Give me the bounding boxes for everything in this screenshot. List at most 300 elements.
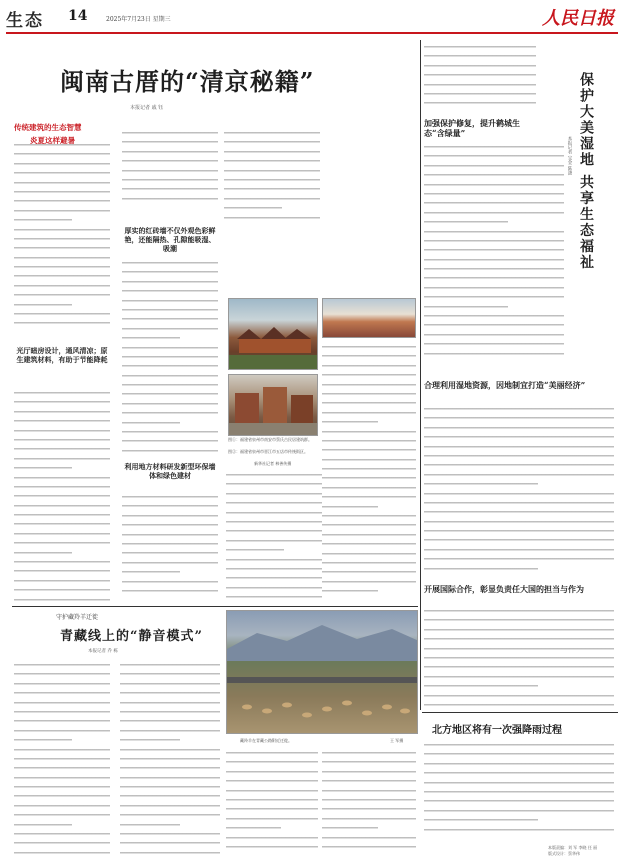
body-text-line [14,576,110,585]
bottom-column-3 [226,748,318,860]
body-text-line [424,161,564,170]
body-text-line [122,501,218,510]
body-text-line [122,586,218,595]
photo-illustration-2 [229,375,318,436]
body-text-line [322,520,416,529]
body-text-line [322,748,416,757]
body-text-line [424,806,614,815]
body-text-line [424,61,536,70]
body-text-line [122,296,218,305]
body-text-line [424,311,564,320]
body-text-line [14,791,110,800]
body-text-line [122,408,218,417]
body-text-line [424,545,614,554]
body-text-line [322,549,416,558]
body-text-line [14,318,110,327]
main-column-2c [122,492,218,600]
main-article-title: 闽南古厝的“清京秘籍” [60,67,315,96]
subhead-3: 利用地方材料研发新型环保墙体和绿色建材 [124,462,216,480]
body-text-line [322,823,378,832]
body-text-line [424,151,564,160]
body-text-line [226,776,318,785]
body-text-line [424,170,564,179]
body-text-line [122,343,218,352]
body-text-line [122,380,218,389]
body-text-line [226,573,322,582]
body-text-line [322,445,416,454]
body-text-line [424,236,564,245]
body-text-line [14,196,110,205]
footer-editors-line: 本版责编：刘 军 李晓 任 丽 [548,845,598,850]
body-text-line [226,748,318,757]
body-text-line [424,330,564,339]
body-text-line [14,735,72,744]
body-text-line [424,283,564,292]
body-text-line [224,166,320,175]
body-text-line [322,567,416,576]
body-text-line [122,156,218,165]
body-text-line [224,213,320,222]
body-text-line [224,137,320,146]
right-section-heading-3: 开展国际合作，彰显负责任大国的担当与作为 [424,584,584,594]
right-column-3 [424,606,614,710]
body-text-line [14,178,110,187]
body-text-line [14,679,110,688]
bottom-article-byline: 本报记者 乔 栋 [88,649,118,654]
body-text-line [226,757,318,766]
body-text-line [14,688,110,697]
body-text-line [322,380,416,389]
body-text-line [424,526,614,535]
body-text-line [14,529,110,538]
main-column-1 [14,140,110,330]
body-text-line [14,225,110,234]
body-text-line [14,482,110,491]
body-text-line [322,483,416,492]
body-text-line [14,820,72,829]
body-text-line [120,848,220,857]
column-divider [420,40,421,710]
body-text-line [424,189,564,198]
body-text-line [122,530,218,539]
body-text-line [322,577,416,586]
body-text-line [14,557,110,566]
body-text-line [226,814,318,823]
body-text-line [322,417,378,426]
body-text-line [122,389,218,398]
body-text-line [14,660,110,669]
body-text-line [122,333,180,342]
body-text-line [322,389,416,398]
body-text-line [120,726,220,735]
body-text-line [424,778,614,787]
body-text-line [424,413,614,422]
body-text-line [224,194,320,203]
body-text-line [120,810,220,819]
body-text-line [14,491,110,500]
body-text-line [424,489,614,498]
lede-heading: 传统建筑的生态智慧 [14,123,82,132]
body-text-line [14,397,110,406]
body-text-line [14,463,72,472]
body-text-line [14,707,110,716]
body-text-line [424,653,614,662]
body-text-line [226,508,322,517]
body-text-line [14,149,110,158]
photo-caption-1: 图①：福建省泉州市南安市蔡氏古民居建筑群。 [228,437,312,442]
right-intro-text [424,42,536,112]
body-text-line [226,479,322,488]
body-text-line [226,795,318,804]
body-text-line [14,698,110,707]
body-text-line [14,416,110,425]
body-text-line [424,768,614,777]
body-text-line [122,446,218,455]
body-text-line [122,128,218,137]
body-text-line [424,672,614,681]
body-text-line [14,773,110,782]
right-article-byline: 本报记者 宝金 陈潇 [567,136,572,175]
body-text-line [122,305,218,314]
body-text-line [424,198,564,207]
body-text-line [424,349,564,358]
body-text-line [424,564,538,573]
main-column-1b [14,388,110,608]
body-text-line [424,302,508,311]
body-text-line [120,820,180,829]
body-text-line [120,838,220,847]
footer-editors [548,845,597,857]
body-text-line [424,89,536,98]
body-text-line [120,660,220,669]
body-text-line [120,679,220,688]
body-text-line [424,815,538,824]
body-text-line [122,184,218,193]
body-text-line [322,833,416,842]
body-text-line [322,427,416,436]
body-text-line [424,217,508,226]
body-text-line [322,342,416,351]
body-text-line [424,255,564,264]
body-text-line [226,536,322,545]
body-text-line [424,292,564,301]
body-text-line [122,492,218,501]
body-text-line [120,707,220,716]
body-text-line [424,470,614,479]
body-text-line [424,681,538,690]
body-text-line [14,454,110,463]
body-text-line [424,42,536,51]
body-text-line [122,361,218,370]
main-article-byline: 本报记者 戚 钰 [130,105,164,111]
body-text-line [322,473,416,482]
body-text-line [226,489,322,498]
body-text-line [120,698,220,707]
body-text-line [14,388,110,397]
body-text-line [14,548,72,557]
body-text-line [14,271,110,280]
body-text-line [424,625,614,634]
issue-date: 2025年7月23日 星期三 [106,16,171,23]
body-text-line [122,324,218,333]
body-text-line [14,243,110,252]
body-text-line [226,555,322,564]
photo-caption-2: 图②：福建省泉州市晋江市五店市传统街区。 [228,449,308,454]
body-text-line [122,137,218,146]
body-text-line [14,168,110,177]
body-text-line [226,517,322,526]
body-text-line [122,352,218,361]
body-text-line [14,309,110,318]
body-text-line [424,634,614,643]
photo-illustration-1 [229,299,318,370]
body-text-line [322,842,416,851]
body-text-line [120,829,220,838]
body-text-line [424,451,614,460]
body-text-line [424,517,614,526]
bottom-column-2 [120,660,220,860]
body-text-line [226,804,318,813]
right-column-2 [424,404,614,574]
body-text-line [424,423,614,432]
main-column-3b [226,470,322,605]
body-text-line [424,273,564,282]
body-text-line [14,435,110,444]
body-text-line [322,586,378,595]
body-text-line [424,825,614,834]
body-text-line [122,511,218,520]
body-text-line [322,530,416,539]
body-text-line [14,538,110,547]
header-rule [6,32,618,34]
body-text-line [226,583,322,592]
body-text-line [424,80,536,89]
body-text-line [322,502,378,511]
body-text-line [120,754,220,763]
body-text-line [226,564,322,573]
body-text-line [122,277,218,286]
body-text-line [424,498,614,507]
body-text-line [14,566,110,575]
body-text-line [14,290,110,299]
bottom-divider [12,606,418,607]
body-text-line [122,166,218,175]
weather-divider [422,712,618,713]
body-text-line [226,498,322,507]
body-text-line [424,662,614,671]
body-text-line [424,507,614,516]
body-text-line [224,128,320,137]
body-text-line [226,470,322,479]
body-text-line [14,745,110,754]
body-text-line [14,253,110,262]
body-text-line [122,399,218,408]
photo-illustration-antelope [227,611,418,734]
body-text-line [424,432,614,441]
body-text-line [322,408,416,417]
body-text-line [322,351,416,360]
body-text-line [424,606,614,615]
body-text-line [322,370,416,379]
body-text-line [14,726,110,735]
body-text-line [122,520,218,529]
body-text-line [122,147,218,156]
subhead-2: 厚实的红砖墙不仅外观色彩鲜艳，还能隔热、孔隙能吸湿、吸潮 [124,226,216,253]
body-text-line [424,51,536,60]
body-text-line [226,842,318,851]
body-text-line [122,548,218,557]
body-text-line [14,595,110,604]
body-text-line [122,258,218,267]
body-text-line [322,492,416,501]
body-text-line [120,735,180,744]
body-text-line [14,407,110,416]
body-text-line [424,749,614,758]
body-text-line [122,286,218,295]
body-text-line [424,442,614,451]
body-text-line [14,501,110,510]
body-text-line [120,791,220,800]
body-text-line [14,262,110,271]
main-column-2a [122,128,218,208]
body-text-line [226,545,284,554]
body-text-line [224,184,320,193]
body-text-line [424,479,538,488]
body-text-line [122,558,218,567]
body-text-line [14,215,72,224]
body-text-line [122,194,218,203]
body-text-line [226,833,318,842]
body-text-line [424,142,564,151]
section-name: 生态 [6,11,44,31]
body-text-line [226,767,318,776]
body-text-line [14,669,110,678]
body-text-line [120,688,220,697]
bottom-column-4 [322,748,416,860]
body-text-line [122,539,218,548]
body-text-line [424,320,564,329]
body-text-line [14,426,110,435]
body-text-line [14,300,72,309]
body-text-line [14,206,110,215]
body-text-line [120,669,220,678]
body-text-line [122,267,218,276]
body-text-line [122,418,180,427]
weather-article-title: 北方地区将有一次强降雨过程 [432,725,562,736]
body-text-line [424,227,564,236]
body-text-line [322,398,416,407]
body-text-line [424,796,614,805]
body-text-line [14,763,110,772]
photo-ancient-residence-2 [228,374,318,436]
right-section-heading-1: 加强保护修复，提升鹤城生态“含绿量” [424,118,520,138]
body-text-line [424,691,614,700]
body-text-line [424,208,564,217]
body-text-line [322,786,416,795]
body-text-line [424,404,614,413]
body-text-line [120,745,220,754]
body-text-line [226,823,281,832]
body-text-line [424,180,564,189]
body-text-line [322,455,416,464]
body-text-line [224,203,282,212]
body-text-line [14,829,110,838]
footer-layout-line: 版式设计：蔡华伟 [548,851,580,856]
body-text-line [226,526,322,535]
body-text-line [14,585,110,594]
body-text-line [14,519,110,528]
body-text-line [224,175,320,184]
photo-credit-main: 新华社记者 林善传摄 [254,461,292,466]
bottom-photo-credit: 王 军摄 [390,738,404,743]
body-text-line [120,773,220,782]
body-text-line [226,592,322,601]
body-text-line [14,848,110,857]
main-column-3a [224,128,320,223]
body-text-line [14,140,110,149]
body-text-line [322,436,416,445]
weather-column [424,740,614,840]
photo-residence-wide [322,298,416,338]
body-text-line [14,234,110,243]
body-text-line [322,539,416,548]
body-text-line [424,615,614,624]
main-column-2b [122,258,218,456]
subhead-1: 光厅暗房设计，通风清凉；原生建筑材料，有助于节能降耗 [16,346,108,364]
body-text-line [120,763,220,772]
body-text-line [122,436,218,445]
body-text-line [120,782,220,791]
body-text-line [424,264,564,273]
body-text-line [424,245,564,254]
right-column-1 [424,142,564,364]
body-text-line [322,464,416,473]
body-text-line [322,776,416,785]
body-text-line [322,795,416,804]
body-text-line [224,147,320,156]
right-article-title: 保护大美湿地 共享生态福祉 [578,72,594,271]
body-text-line [122,371,218,380]
body-text-line [14,754,110,763]
main-column-4 [322,342,416,600]
body-text-line [424,787,614,796]
body-text-line [424,644,614,653]
body-text-line [122,577,218,586]
page-number: 14 [68,8,88,24]
body-text-line [424,700,614,709]
bottom-column-1 [14,660,110,860]
bottom-article-kicker: 守护藏羚羊迁徙 [56,614,99,621]
body-text-line [14,159,110,168]
bottom-article-title: 青藏线上的“静音模式” [60,629,203,644]
body-text-line [14,510,110,519]
body-text-line [14,810,110,819]
body-text-line [14,838,110,847]
body-text-line [424,98,536,107]
body-text-line [122,314,218,323]
body-text-line [122,427,218,436]
body-text-line [322,804,416,813]
body-text-line [14,473,110,482]
body-text-line [14,801,110,810]
body-text-line [424,740,614,749]
newspaper-logo: 人民日报 [542,8,614,29]
body-text-line [14,782,110,791]
body-text-line [122,175,218,184]
body-text-line [120,801,220,810]
body-text-line [322,767,416,776]
body-text-line [424,339,564,348]
